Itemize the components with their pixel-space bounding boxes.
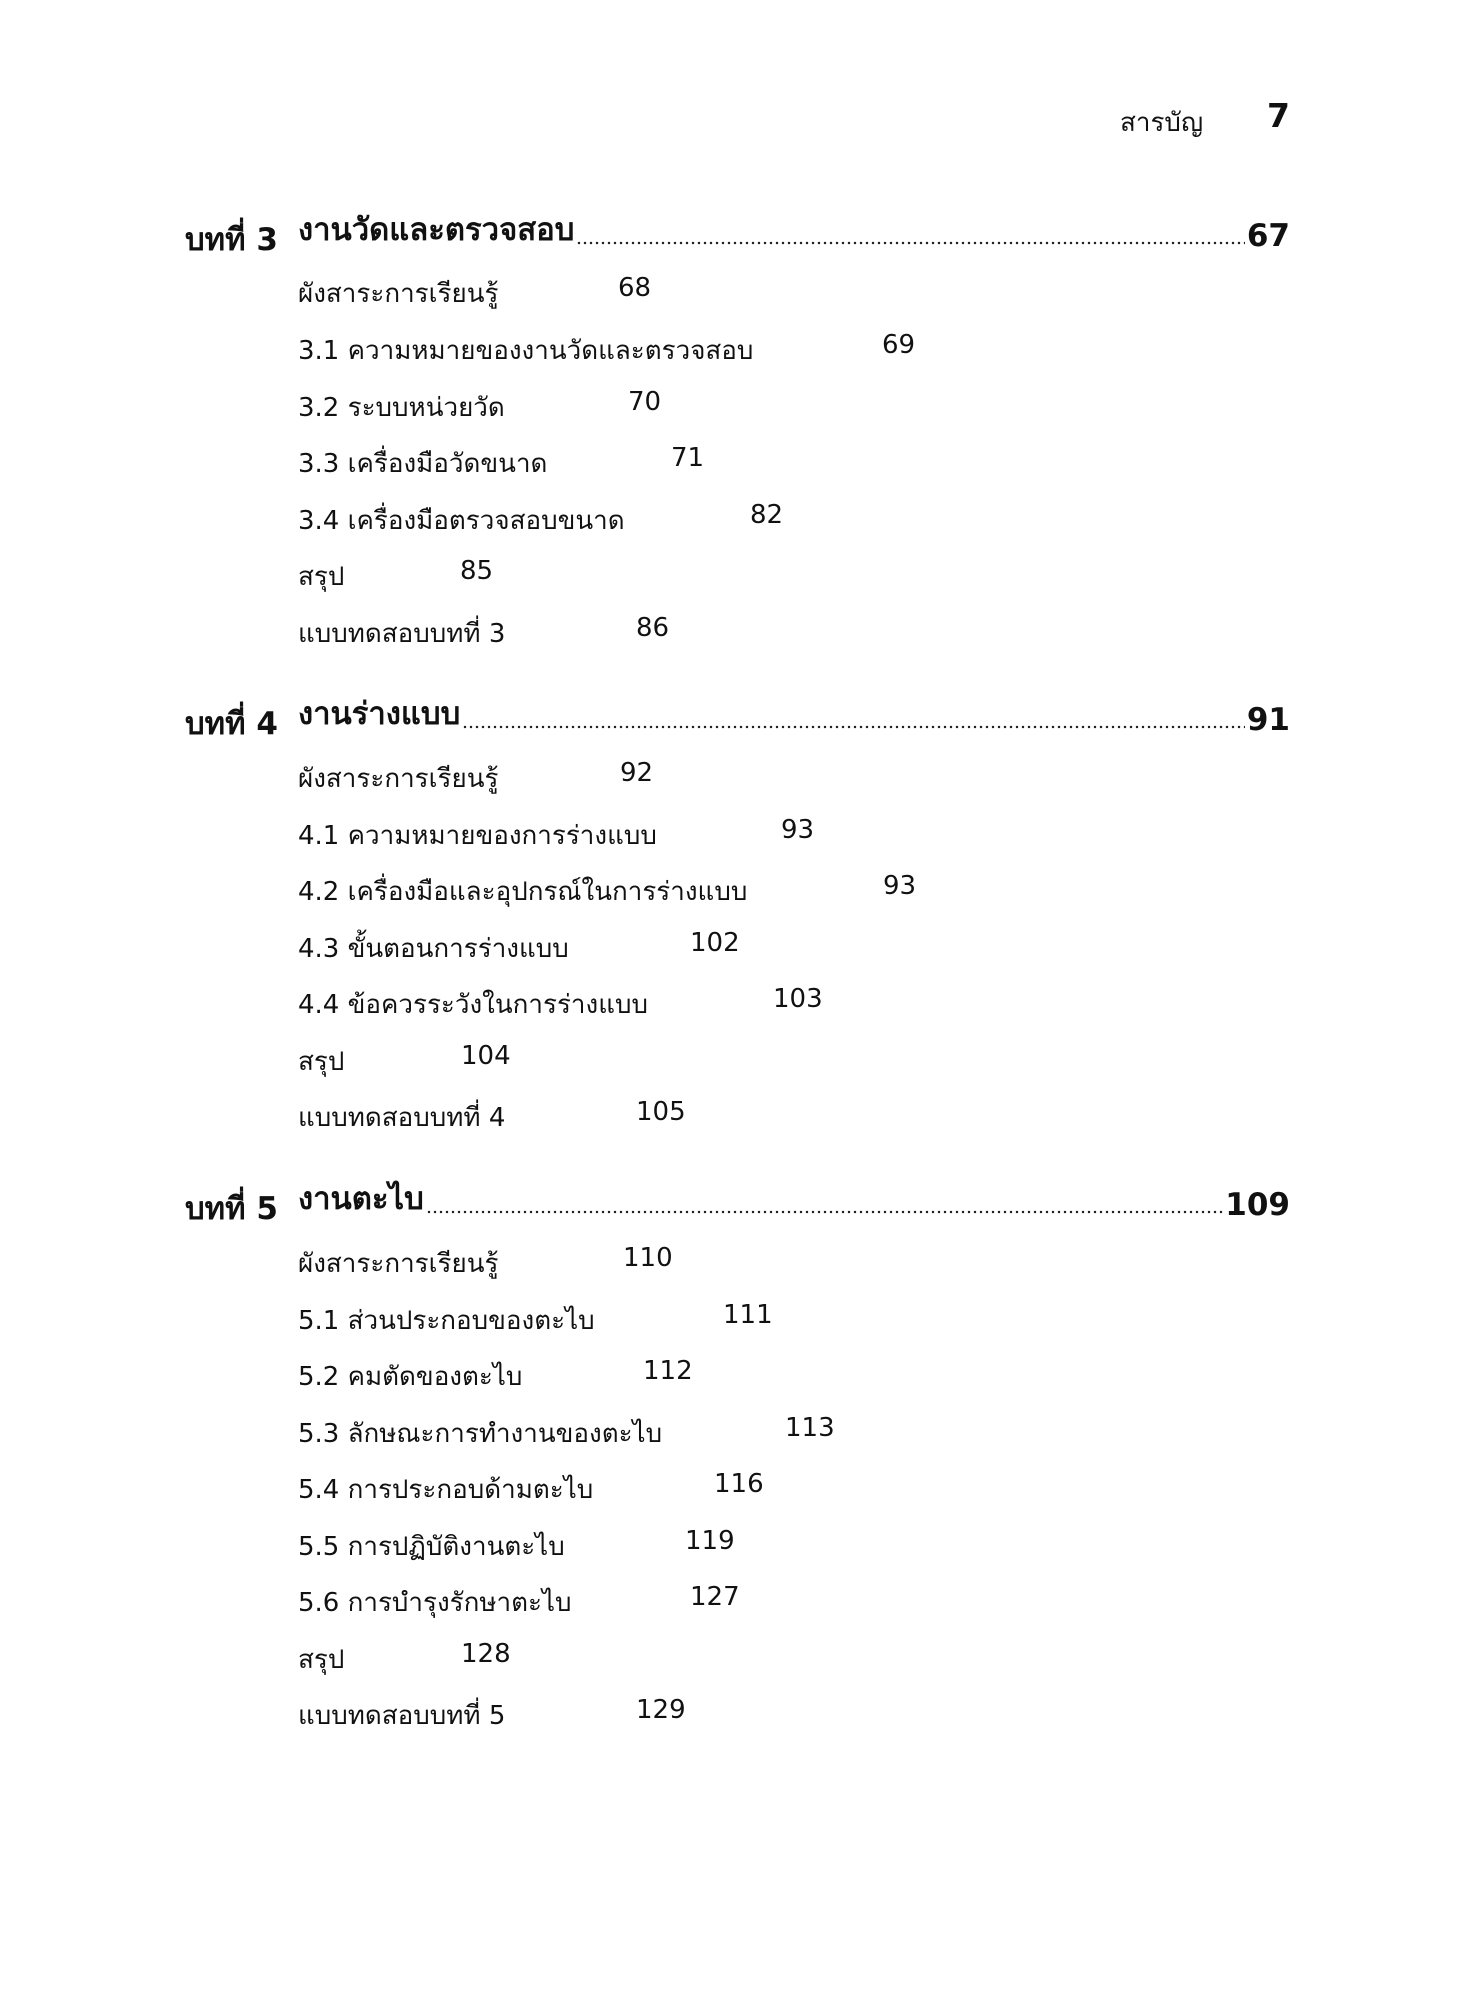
dot-leader (426, 1209, 1223, 1215)
entry-title: 4.1 ความหมายของการร่างแบบ (298, 821, 657, 851)
entry-title: แบบทดสอบบทที่ 5 (298, 1701, 506, 1731)
entry-page: 103 (773, 984, 823, 1014)
entry-page: 116 (714, 1469, 764, 1499)
entry-page: 102 (690, 928, 740, 958)
entry-page: 110 (623, 1243, 673, 1273)
entry-page: 104 (461, 1041, 511, 1071)
entry-page: 111 (723, 1300, 773, 1330)
entry-page: 92 (620, 758, 654, 788)
chapter-page: 109 (1225, 1187, 1290, 1223)
entry-page: 129 (636, 1695, 686, 1725)
entry-title: 4.2 เครื่องมือและอุปกรณ์ในการร่างแบบ (298, 877, 748, 907)
chapter-leader (298, 214, 1290, 254)
entry-title: 5.6 การบำรุงรักษาตะไบ (298, 1588, 572, 1618)
entry-page: 69 (882, 330, 916, 360)
entry-title: 4.3 ขั้นตอนการร่างแบบ (298, 934, 569, 964)
header-page-number: 7 (1267, 96, 1290, 135)
chapter-title: งานวัดและตรวจสอบ (298, 204, 576, 254)
entry-title: แบบทดสอบบทที่ 4 (298, 1103, 506, 1133)
entry-page: 71 (671, 443, 705, 473)
chapter-title: งานตะไบ (298, 1173, 426, 1223)
dot-leader (462, 724, 1245, 730)
chapter-3-heading[interactable] (185, 214, 1290, 258)
entry-page: 105 (636, 1097, 686, 1127)
entry-title: 4.4 ข้อควรระวังในการร่างแบบ (298, 990, 648, 1020)
entry-title: ผังสาระการเรียนรู้ (298, 1249, 499, 1279)
entry-title: 3.4 เครื่องมือตรวจสอบขนาด (298, 506, 625, 536)
entry-title: 5.1 ส่วนประกอบของตะไบ (298, 1306, 595, 1336)
entry-title: 3.3 เครื่องมือวัดขนาด (298, 449, 548, 479)
entry-title: สรุป (298, 1047, 345, 1077)
entry-page: 85 (460, 556, 494, 586)
chapter-leader (298, 698, 1290, 738)
entry-page: 93 (781, 815, 815, 845)
chapter-title: งานร่างแบบ (298, 688, 462, 738)
entry-page: 70 (628, 387, 662, 417)
entry-title: 5.5 การปฏิบัติงานตะไบ (298, 1532, 565, 1562)
chapter-4-heading[interactable] (185, 698, 1290, 742)
entry-title: 3.2 ระบบหน่วยวัด (298, 393, 505, 423)
chapter-leader (298, 1183, 1290, 1223)
entry-title: ผังสาระการเรียนรู้ (298, 764, 499, 794)
chapter-5-heading[interactable] (185, 1183, 1290, 1227)
header-title: สารบัญ (1120, 108, 1204, 138)
entry-page: 68 (618, 273, 652, 303)
entry-page: 119 (685, 1526, 735, 1556)
chapter-page: 67 (1246, 218, 1290, 254)
entry-title: 3.1 ความหมายของงานวัดและตรวจสอบ (298, 336, 754, 366)
entry-title: 5.4 การประกอบด้ามตะไบ (298, 1475, 594, 1505)
entry-page: 113 (785, 1413, 835, 1443)
entry-title: 5.2 คมตัดของตะไบ (298, 1362, 523, 1392)
entry-title: ผังสาระการเรียนรู้ (298, 279, 499, 309)
chapter-page: 91 (1246, 702, 1290, 738)
entry-title: แบบทดสอบบทที่ 3 (298, 619, 506, 649)
entry-page: 93 (883, 871, 917, 901)
entry-title: สรุป (298, 1645, 345, 1675)
entry-page: 82 (750, 500, 784, 530)
entry-title: สรุป (298, 562, 345, 592)
entry-page: 86 (636, 613, 670, 643)
entry-page: 112 (643, 1356, 693, 1386)
entry-page: 128 (461, 1639, 511, 1669)
chapter-label: บทที่ 5 (185, 1191, 278, 1227)
entry-title: 5.3 ลักษณะการทำงานของตะไบ (298, 1419, 663, 1449)
chapter-label: บทที่ 4 (185, 706, 278, 742)
chapter-label: บทที่ 3 (185, 222, 278, 258)
dot-leader (576, 240, 1244, 246)
entry-page: 127 (690, 1582, 740, 1612)
